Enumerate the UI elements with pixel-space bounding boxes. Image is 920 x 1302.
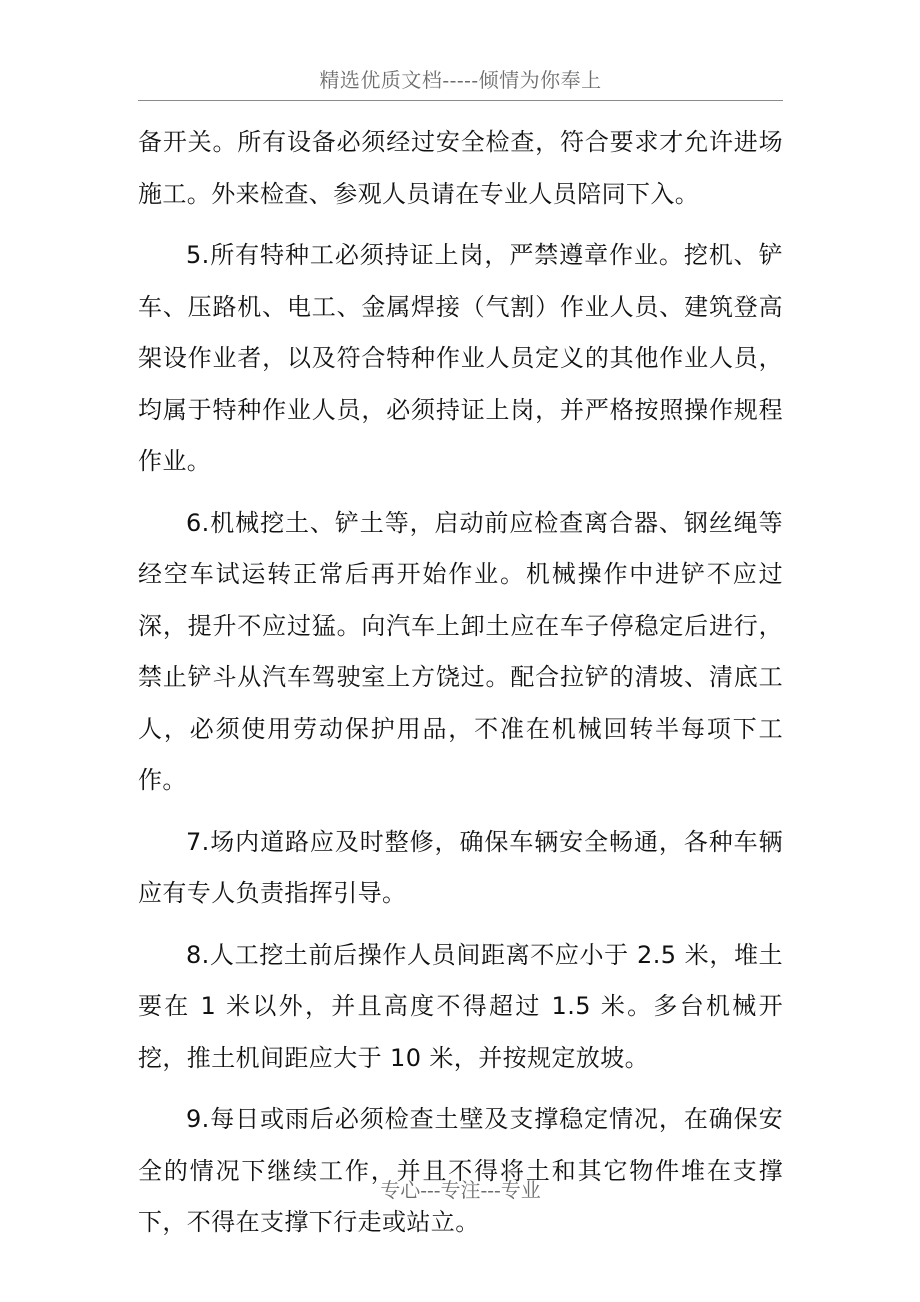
- page-header: 精选优质文档-----倾情为你奉上: [319, 68, 602, 92]
- paragraph-item-6: 6.机械挖土、铲土等，启动前应检查离合器、钢丝绳等经空车试运转正常后再开始作业。机械操作中进铲不应过深，提升不应过猛。向汽车上卸土应在车子停稳定后进行，禁止铲斗从汽车驾驶室上方饶过。配合拉铲的清坡、清底工人，必须使用劳动保护用品，不准在机械回转半每项下工作。: [138, 508, 783, 794]
- paragraph-item-5: 5.所有特种工必须持证上岗，严禁遵章作业。挖机、铲车、压路机、电工、金属焊接（气割）作业人员、建筑登高架设作业者，以及符合特种作业人员定义的其他作业人员，均属于特种作业人员，必须持证上岗，并严格按照操作规程作业。: [138, 241, 783, 475]
- document-body: [138, 117, 783, 1249]
- paragraph-continuation: 备开关。所有设备必须经过安全检查，符合要求才允许进场施工。外来检查、参观人员请在专业人员陪同下入。: [138, 128, 783, 208]
- paragraph-item-7: 7.场内道路应及时整修，确保车辆安全畅通，各种车辆应有专人负责指挥引导。: [138, 827, 783, 907]
- paragraph-item-9: 9.每日或雨后必须检查土壁及支撑稳定情况，在确保安全的情况下继续工作，并且不得将土和其它物件堆在支撑下，不得在支撑下行走或站立。: [138, 1105, 783, 1236]
- paragraph-item-8: 8.人工挖土前后操作人员间距离不应小于 2.5 米，堆土要在 1 米以外，并且高度不得超过 1.5 米。多台机械开挖，推土机间距应大于 10 米，并按规定放坡。: [138, 940, 783, 1072]
- header-divider: [138, 100, 783, 101]
- page-footer: 专心---专注---专业: [380, 1178, 541, 1202]
